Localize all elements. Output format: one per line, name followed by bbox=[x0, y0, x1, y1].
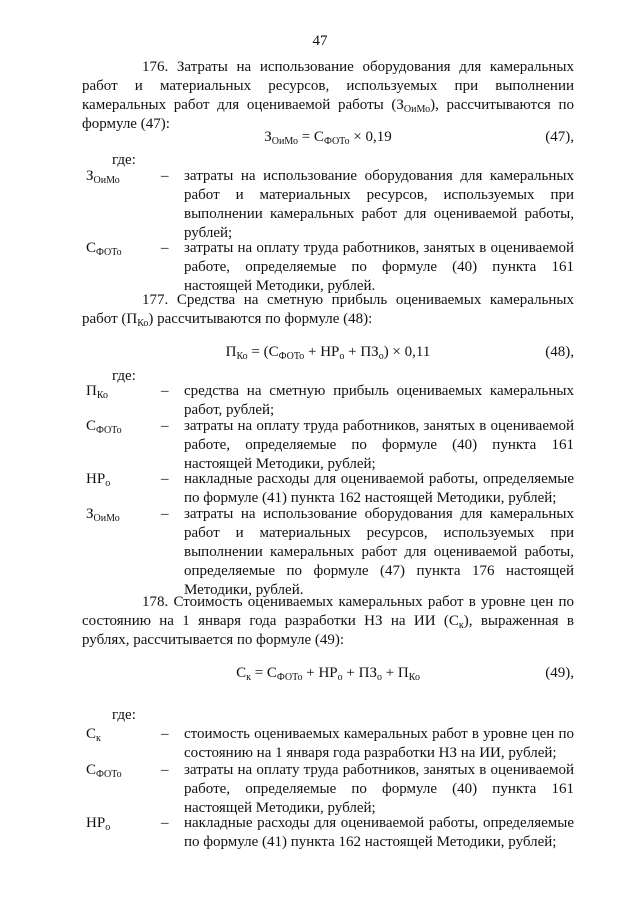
definition-text: стоимость оцениваемых камеральных работ в уровне цен по состоянию на 1 января года разработки НЗ на ИИ, рублей; bbox=[184, 726, 574, 761]
definition-term: $З_{ОиМо}$ bbox=[86, 506, 120, 524]
definition-term: $НР_о$ bbox=[86, 815, 111, 833]
definition-dash: – bbox=[161, 168, 169, 184]
formula-47: $З_{ОиМо} = С_{ФОТо} \times 0,19$ (47), bbox=[264, 129, 574, 147]
definition-dash: – bbox=[161, 815, 169, 831]
where-label: где: bbox=[112, 152, 136, 168]
definition-term: $С_{ФОТо}$ bbox=[86, 762, 122, 780]
formula-number: (48), bbox=[545, 344, 574, 360]
definition-text: затраты на оплату труда работников, занятых в оцениваемой работе, определяемые по формуле (40) пункта 161 настоящей Методики, рублей. bbox=[184, 240, 574, 294]
paragraph-176: 176. Затраты на использование оборудования для камеральных работ и материальных ресурсов, используемых при выполнении камеральных работ для оцениваемой работы $(З_{ОиМо})$, рассчитываются по формуле (47): bbox=[82, 59, 575, 132]
formula-number: (47), bbox=[545, 129, 574, 145]
page-number: 47 bbox=[312, 33, 328, 49]
formula-49: $С_к = С_{ФОТо} + НР_о + ПЗ_о + П_{Ко}$ (49), bbox=[236, 665, 574, 683]
definition-term: $С_{ФОТо}$ bbox=[86, 418, 122, 436]
where-label: где: bbox=[112, 368, 136, 384]
paragraph-178: 178. Стоимость оцениваемых камеральных работ в уровне цен по состоянию на 1 января года разработки НЗ на ИИ $(С_к)$, выраженная в рублях, рассчитывается по формуле (49): bbox=[82, 594, 574, 648]
definition-text: затраты на использование оборудования для камеральных работ и материальных ресурсов, используемых при выполнении камеральных работ для оцениваемой работы, определяемые по формуле (47) пункта 176 настоящей Методики, рублей. bbox=[184, 506, 574, 598]
definition-dash: – bbox=[161, 471, 169, 487]
paragraph-177: 177. Средства на сметную прибыль оцениваемых камеральных работ $(П_{Ко})$ рассчитываются по формуле (48): bbox=[82, 292, 574, 329]
definition-dash: – bbox=[161, 762, 169, 778]
definition-term: $НР_о$ bbox=[86, 471, 111, 489]
definition-text: средства на сметную прибыль оцениваемых камеральных работ, рублей; bbox=[184, 383, 574, 418]
definition-dash: – bbox=[161, 726, 169, 742]
definition-dash: – bbox=[161, 418, 169, 434]
definition-term: $С_к$ bbox=[86, 726, 101, 744]
definition-text: накладные расходы для оцениваемой работы, определяемые по формуле (41) пункта 162 настоящей Методики, рублей; bbox=[184, 471, 574, 506]
definition-dash: – bbox=[161, 383, 169, 399]
definition-text: накладные расходы для оцениваемой работы, определяемые по формуле (41) пункта 162 настоящей Методики, рублей; bbox=[184, 815, 574, 850]
definition-term: $З_{ОиМо}$ bbox=[86, 168, 120, 186]
definition-term: $П_{Ко}$ bbox=[86, 383, 109, 401]
definition-dash: – bbox=[161, 506, 169, 522]
definition-text: затраты на оплату труда работников, занятых в оцениваемой работе, определяемые по формуле (40) пункта 161 настоящей Методики, рублей; bbox=[184, 762, 574, 816]
where-label: где: bbox=[112, 707, 136, 723]
definition-term: $С_{ФОТо}$ bbox=[86, 240, 122, 258]
definition-text: затраты на использование оборудования для камеральных работ и материальных ресурсов, используемых при выполнении камеральных работ для оцениваемой работы, рублей; bbox=[184, 168, 574, 241]
formula-48: $П_{Ко} = (С_{ФОТо} + НР_о + ПЗ_о) \times 0,11$ (48), bbox=[225, 344, 574, 362]
formula-number: (49), bbox=[545, 665, 574, 681]
definition-text: затраты на оплату труда работников, занятых в оцениваемой работе, определяемые по формуле (40) пункта 161 настоящей Методики, рублей; bbox=[184, 418, 574, 472]
definition-dash: – bbox=[161, 240, 169, 256]
